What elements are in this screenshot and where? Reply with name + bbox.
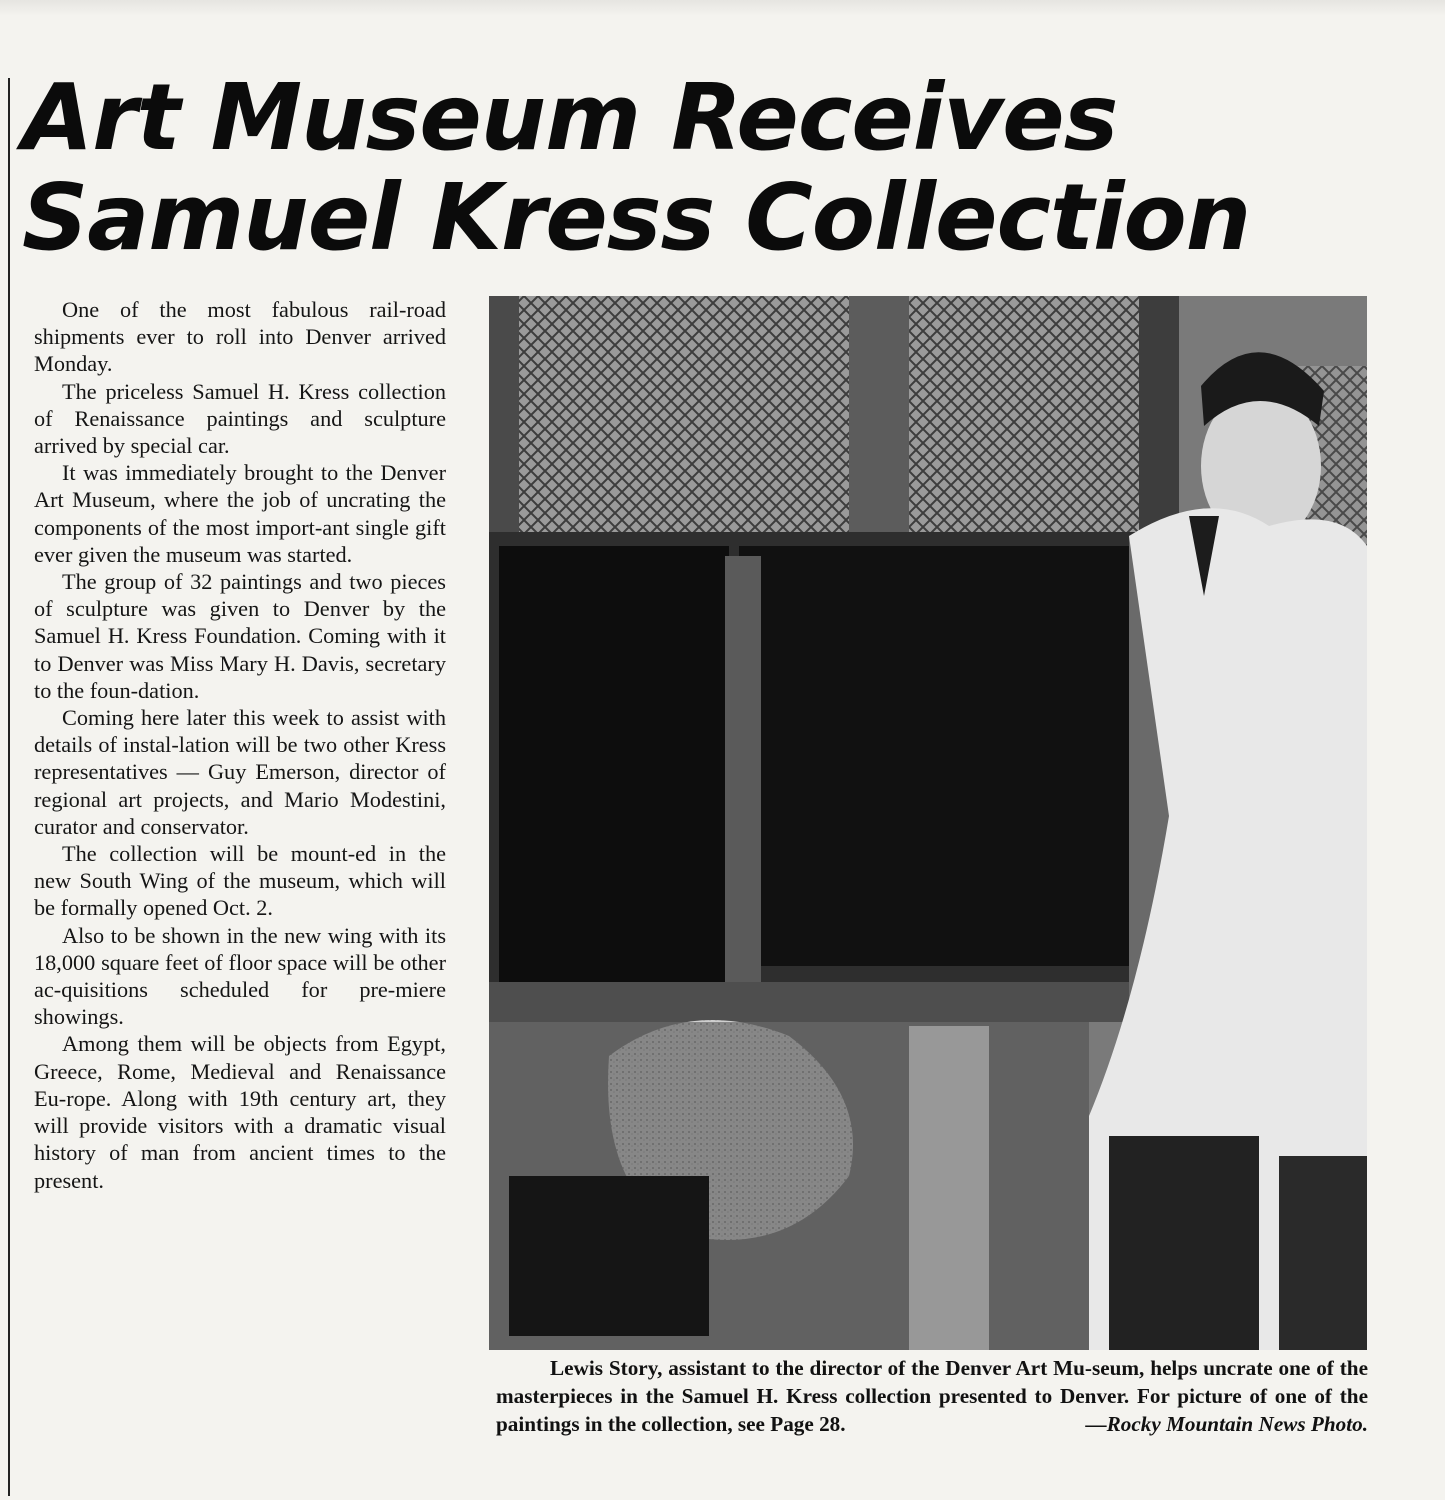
news-photo [489, 296, 1367, 1350]
paragraph-5: Coming here later this week to assist with details of instal-lation will be two other Kress representatives — Guy Emerson, director of regional art projects, and Mario Modestini, curator and conservator. [34, 705, 446, 839]
photo-credit: —Rocky Mountain News Photo. [1085, 1412, 1368, 1436]
headline-line-1: Art Museum Receives [22, 64, 1118, 171]
article-body [34, 296, 446, 1194]
paragraph-6: The collection will be mount-ed in the new South Wing of the museum, which will be formally opened Oct. 2. [34, 841, 446, 921]
headline [22, 64, 1422, 271]
caption-text: Lewis Story, assistant to the director of the Denver Art Mu-seum, helps uncrate one of the masterpieces in the Samuel H. Kress collection presented to Denver. For picture of one of the paintings in the collection, see Page 28. [496, 1356, 1368, 1436]
page-top-edge [0, 0, 1445, 16]
headline-line-2: Samuel Kress Collection [22, 164, 1251, 271]
column-rule [8, 78, 10, 1496]
paragraph-8: Among them will be objects from Egypt, Greece, Rome, Medieval and Renaissance Eu-rope. Along with 19th century art, they will provide visitors with a dramatic visual history of man from ancient times to the present. [34, 1031, 446, 1193]
paragraph-4: The group of 32 paintings and two pieces of sculpture was given to Denver by the Samuel H. Kress Foundation. Coming with it to Denver was Miss Mary H. Davis, secretary to the foun-dation. [34, 569, 446, 703]
paragraph-1: One of the most fabulous rail-road shipments ever to roll into Denver arrived Monday. [34, 297, 446, 377]
window-mesh-right [909, 296, 1139, 541]
paragraph-7: Also to be shown in the new wing with its 18,000 square feet of floor space will be other ac-quisitions scheduled for pre-miere showings. [34, 922, 446, 1030]
paragraph-2: The priceless Samuel H. Kress collection of Renaissance paintings and sculpture arrived by special car. [34, 378, 446, 459]
window-mesh-left [519, 296, 849, 546]
paragraph-3: It was immediately brought to the Denver Art Museum, where the job of uncrating the components of the most import-ant single gift ever given the museum was started. [34, 460, 446, 567]
photo-illustration [489, 296, 1367, 1350]
photo-caption [496, 1354, 1368, 1438]
